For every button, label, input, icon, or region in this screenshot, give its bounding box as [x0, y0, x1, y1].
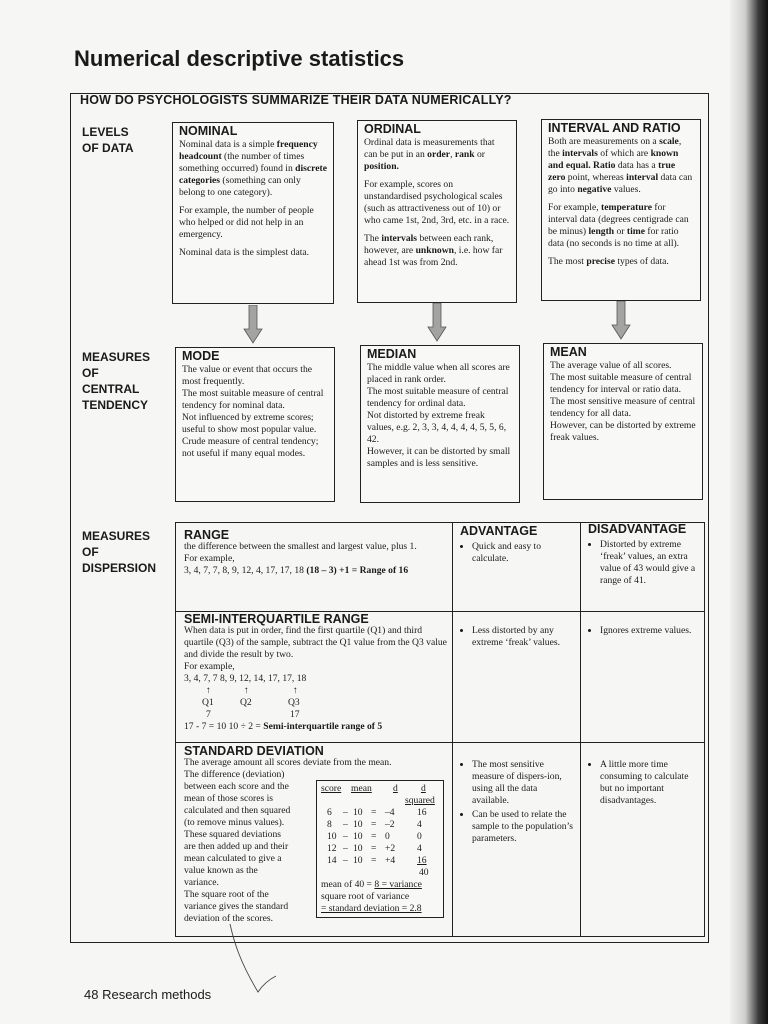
interval-note: The most precise types of data. [548, 256, 669, 267]
dispersion-table [175, 522, 705, 937]
dispersion-label: MEASURES OF DISPERSION [82, 529, 157, 575]
mean-line: The average value of all scores. [550, 360, 672, 371]
median-line: However, it can be distorted by small samples and is less sensitive. [367, 446, 511, 469]
advantage-header: ADVANTAGE [460, 524, 538, 538]
nominal-definition: Nominal data is a simple frequency headcount (the number of times something occurred) found in discrete categories (something can only belong to one category). [179, 139, 327, 198]
sd-advantage: • The most sensitive measure of dispers-ion, using all the data available. • Can be used to relate the sample to the population’s parameters. [458, 759, 576, 847]
calc-cell: – [343, 831, 348, 842]
siqr-example: 3, 4, 7, 7 8, 9, 12, 14, 17, 17, 18 [184, 673, 307, 684]
calc-cell: 16 [417, 855, 427, 866]
range-example-label: For example, [184, 553, 235, 564]
down-arrow-icon [243, 305, 263, 345]
calc-total: 40 [419, 867, 429, 878]
sd-calculation-box: score mean d d squared 6 – 10 = –4 16 8 – 10 = –2 4 10 – 10 = 0 0 12 – 10 = +2 4 14 – 10 = +4 16 40 mean of 40 = 8 = variance square root of variance = standard deviation = 2.8 [316, 780, 444, 918]
calc-cell: 10 [353, 831, 363, 842]
mean-line: The most sensitive measure of central tendency for all data. [550, 396, 696, 419]
sd-definition: The average amount all scores deviate from the mean. [184, 757, 392, 768]
mode-line: Not influenced by extreme scores; useful to show most popular value. [182, 412, 317, 435]
ordinal-example: For example, scores on unstandardised psychological scales (such as attractiveness out of 10) or who came 1st, 2nd, 3rd, etc. in a race. [364, 179, 510, 226]
interval-example: For example, temperature for interval data (degrees centigrade can be minus) length or time for ratio data (no seconds is no time at all). [548, 202, 689, 249]
calc-cell: –2 [385, 819, 395, 830]
calc-cell: = [371, 807, 377, 818]
ordinal-title: ORDINAL [364, 122, 421, 136]
siqr-advantage: • Less distorted by any extreme ‘freak’ values. [458, 625, 576, 651]
mode-title: MODE [182, 349, 220, 363]
levels-label: LEVELS OF DATA [82, 125, 134, 155]
median-line: The most suitable measure of central tendency for ordinal data. [367, 386, 509, 409]
interval-definition: Both are measurements on a scale, the intervals of which are known and equal. Ratio data has a true zero point, whereas interval data can go into negative values. [548, 136, 693, 195]
calc-sd-result: = standard deviation = 2.8 [321, 903, 422, 914]
calc-cell: 0 [385, 831, 390, 842]
mode-box [175, 347, 335, 502]
siqr-disadvantage: • Ignores extreme values. [586, 625, 702, 639]
mode-line: The value or event that occurs the most frequently. [182, 364, 312, 387]
nominal-example: For example, the number of people who helped or did not help in an emergency. [179, 205, 314, 240]
disadvantage-header: DISADVANTAGE [588, 522, 687, 536]
page-footer: 48 Research methods [84, 987, 212, 1002]
page-title: Numerical descriptive statistics [74, 46, 405, 71]
calc-rows [321, 807, 439, 867]
siqr-definition: When data is put in order, find the first quartile (Q1) and third quartile (Q3) of the sample, subtract the Q1 value from the Q3 value and divide the result by two. [184, 625, 447, 660]
median-line: Not distorted by extreme freak values, e.g. 2, 3, 3, 4, 4, 4, 4, 5, 5, 6, 42. [367, 410, 507, 445]
frame-heading: HOW DO PSYCHOLOGISTS SUMMARIZE THEIR DATA NUMERICALLY? [80, 93, 512, 107]
calc-cell: 16 [417, 807, 427, 818]
calc-cell: 4 [417, 819, 422, 830]
interval-ratio-box [541, 119, 701, 301]
range-advantage: • Quick and easy to calculate. [458, 541, 576, 567]
calc-variance: mean of 40 = 8 = variance [321, 879, 422, 890]
nominal-box [172, 122, 334, 304]
calc-cell: 10 [353, 843, 363, 854]
sd-title: STANDARD DEVIATION [184, 744, 324, 758]
calc-cell: +2 [385, 843, 396, 854]
calc-cell: 8 [327, 819, 332, 830]
calc-cell: = [371, 843, 377, 854]
calc-cell: 10 [353, 855, 363, 866]
quartile-markers: ↑ ↑ ↑ Q1 Q2 Q3 7 17 [202, 685, 300, 720]
siqr-example-label: For example, [184, 661, 235, 672]
mode-line: Crude measure of central tendency; not useful if many equal modes. [182, 436, 319, 459]
pen-mark-icon [228, 922, 288, 1002]
median-title: MEDIAN [367, 347, 417, 361]
nominal-title: NOMINAL [179, 124, 238, 138]
ordinal-box [357, 120, 517, 303]
sd-disadvantage: • A little more time consuming to calculate but no important disadvantages. [586, 759, 702, 809]
calc-cell: 14 [327, 855, 337, 866]
calc-cell: = [371, 819, 377, 830]
calc-cell: – [343, 807, 348, 818]
range-example: 3, 4, 7, 7, 8, 9, 12, 4, 17, 17, 18 (18 – 3) +1 = Range of 16 [184, 565, 409, 576]
calc-cell: 4 [417, 843, 422, 854]
siqr-title: SEMI-INTERQUARTILE RANGE [184, 612, 369, 626]
siqr-cell [184, 613, 450, 733]
calc-cell: +4 [385, 855, 396, 866]
calc-cell: = [371, 855, 377, 866]
calc-sqrt: square root of variance [321, 891, 410, 902]
range-disadvantage: • Distorted by extreme ‘freak’ values, an extra value of 43 would give a range of 41. [586, 539, 702, 589]
central-tendency-label: MEASURES OF CENTRAL TENDENCY [82, 350, 151, 412]
mean-title: MEAN [550, 345, 587, 359]
median-line: The middle value when all scores are placed in rank order. [367, 362, 510, 385]
calc-cell: – [343, 855, 348, 866]
interval-ratio-title: INTERVAL AND RATIO [548, 121, 681, 135]
mode-line: The most suitable measure of central tendency for nominal data. [182, 388, 324, 411]
range-title: RANGE [184, 528, 230, 542]
range-cell [184, 529, 450, 577]
calc-cell: – [343, 843, 348, 854]
mean-box [543, 343, 703, 500]
sd-explanation: The difference (deviation) between each score and the mean of those scores is calculated and then squared (to remove minus values). These squared deviations are then added up and their mean calculated to give a value known as the variance. The square root of the variance gives the standard deviation of the scores. [184, 769, 291, 924]
calc-cell: 6 [327, 807, 332, 818]
mean-line: However, can be distorted by extreme freak values. [550, 420, 696, 443]
nominal-note: Nominal data is the simplest data. [179, 247, 310, 258]
book-spine-shadow [730, 0, 768, 1024]
down-arrow-icon [427, 303, 447, 343]
calc-cell: 12 [327, 843, 337, 854]
calc-cell: 10 [353, 807, 363, 818]
ordinal-note: The intervals between each rank, however, are unknown, i.e. how far ahead 1st was from 2nd. [364, 233, 503, 268]
calc-cell: 10 [353, 819, 363, 830]
siqr-result: 17 - 7 = 10 10 ÷ 2 = Semi-interquartile range of 5 [184, 721, 383, 732]
calc-cell: 10 [327, 831, 337, 842]
calc-cell: – [343, 819, 348, 830]
calc-cell: –4 [385, 807, 395, 818]
ordinal-definition: Ordinal data is measurements that can be put in an order, rank or position. [364, 137, 495, 172]
range-definition: the difference between the smallest and largest value, plus 1. [184, 541, 417, 552]
mean-line: The most suitable measure of central tendency for interval or ratio data. [550, 372, 692, 395]
calc-cell: 0 [417, 831, 422, 842]
calc-cell: = [371, 831, 377, 842]
down-arrow-icon [611, 301, 631, 341]
median-box [360, 345, 520, 503]
